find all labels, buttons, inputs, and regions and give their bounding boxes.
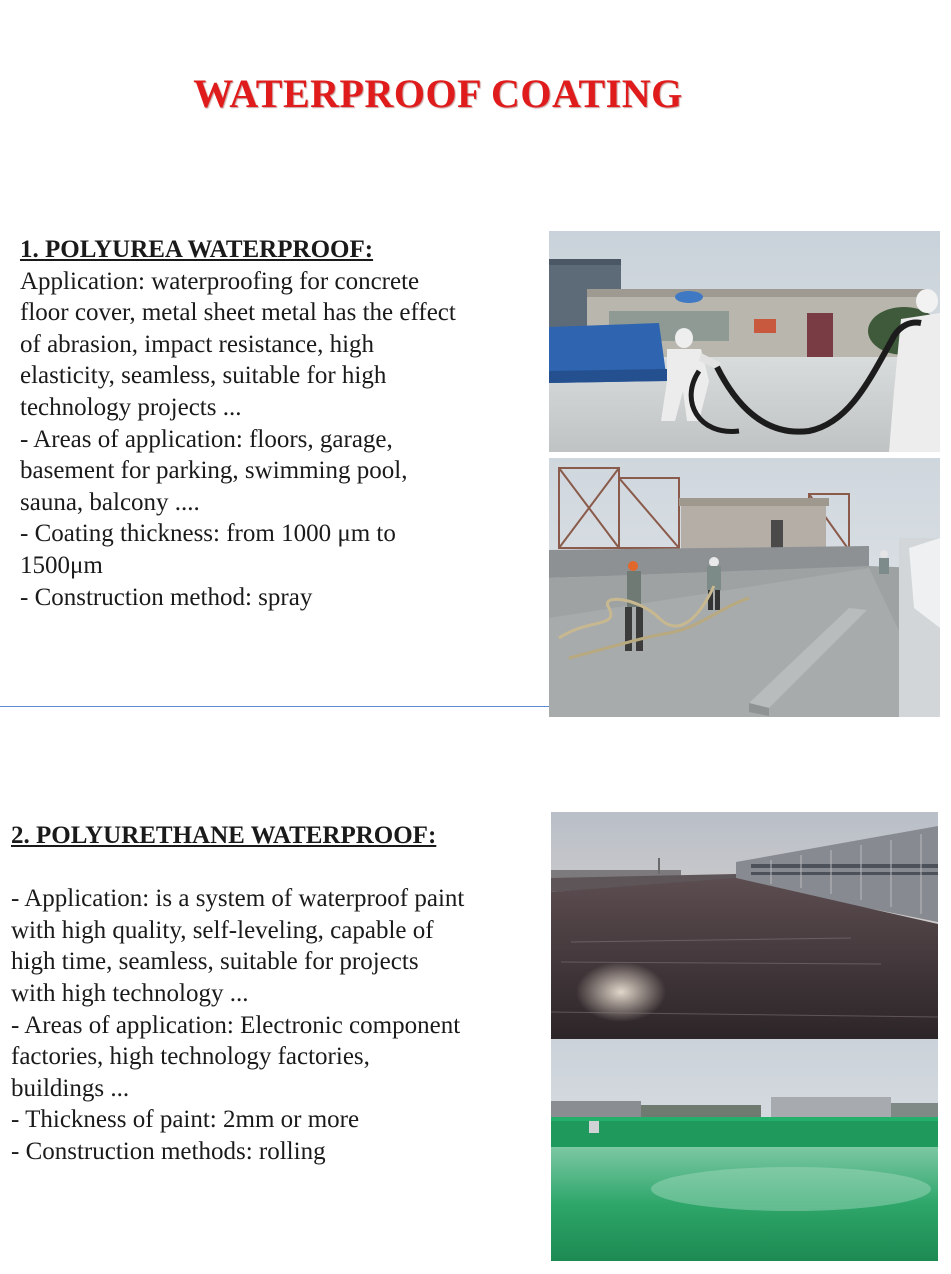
polyurethane-line: buildings ... <box>11 1074 130 1102</box>
polyurethane-line: - Thickness of paint: 2mm or more <box>11 1106 360 1134</box>
polyurea-section <box>20 234 540 613</box>
polyurethane-green-roof-photo <box>551 1039 938 1261</box>
polyurethane-line: high time, seamless, suitable for projects <box>11 948 419 976</box>
polyurea-heading: 1. POLYUREA WATERPROOF: <box>20 236 374 263</box>
polyurethane-line: - Construction methods: rolling <box>11 1137 326 1165</box>
polyurea-line: basement for parking, swimming pool, <box>20 457 408 485</box>
polyurea-line: - Construction method: spray <box>20 583 313 611</box>
polyurea-line: sauna, balcony .... <box>20 488 200 516</box>
polyurea-line: elasticity, seamless, suitable for high <box>20 362 387 390</box>
polyurea-rooftop-photo <box>549 458 940 717</box>
polyurethane-line: with high technology ... <box>11 979 249 1007</box>
polyurethane-line: with high quality, self-leveling, capable of <box>11 916 434 944</box>
polyurethane-line: - Application: is a system of waterproof paint <box>11 885 465 913</box>
page-title: WATERPROOF COATING <box>193 71 683 116</box>
polyurethane-line: factories, high technology factories, <box>11 1043 370 1071</box>
polyurea-line: technology projects ... <box>20 393 242 421</box>
polyurea-line: floor cover, metal sheet metal has the effect <box>20 299 456 327</box>
polyurethane-line: - Areas of application: Electronic component <box>11 1011 461 1039</box>
polyurethane-dark-roof-photo <box>551 812 938 1039</box>
polyurethane-heading: 2. POLYURETHANE WATERPROOF: <box>11 822 437 849</box>
polyurea-line: of abrasion, impact resistance, high <box>20 330 375 358</box>
polyurethane-section <box>11 820 541 1168</box>
polyurea-line: Application: waterproofing for concrete <box>20 267 420 295</box>
section-divider <box>0 706 549 707</box>
polyurea-line: 1500μm <box>20 551 103 579</box>
spacer <box>11 852 541 884</box>
polyurea-spray-photo <box>549 231 940 452</box>
polyurea-line: - Areas of application: floors, garage, <box>20 425 393 453</box>
polyurea-line: - Coating thickness: from 1000 μm to <box>20 520 396 548</box>
